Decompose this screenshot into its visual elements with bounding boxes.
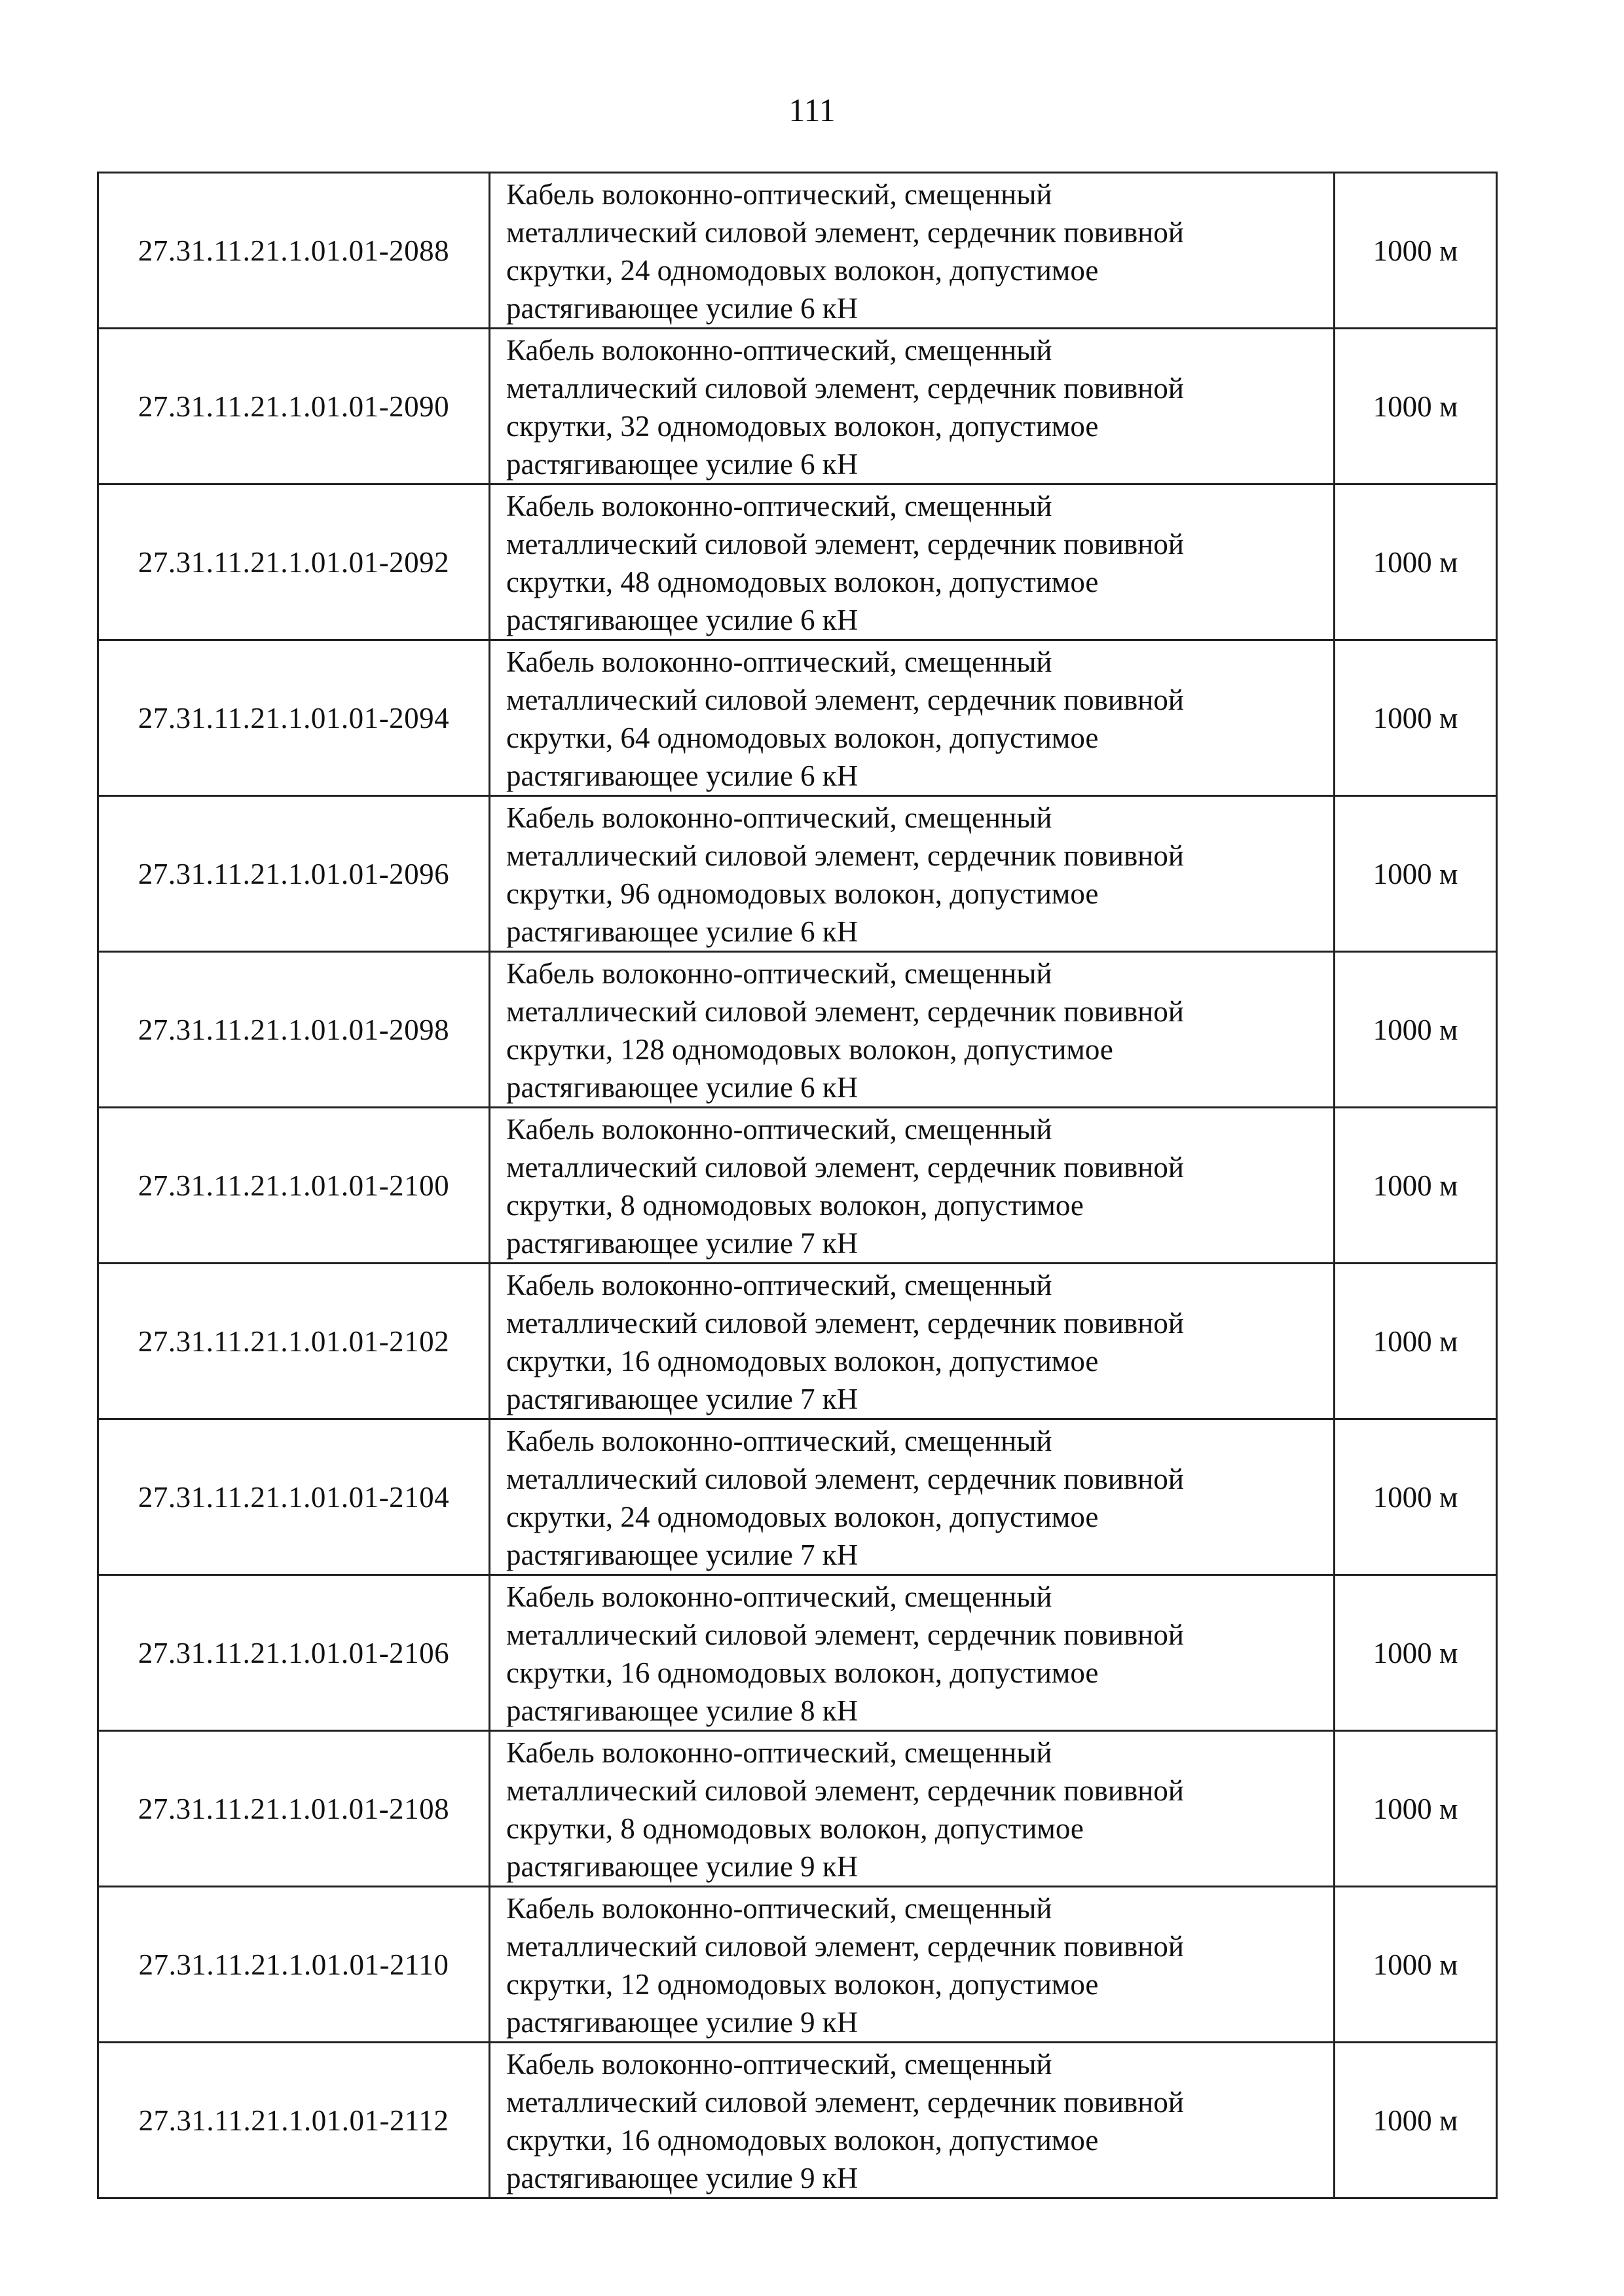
description-line: Кабель волоконно-оптический, смещенный [506, 1736, 1052, 1769]
description-line: скрутки, 16 одномодовых волокон, допустимое [506, 2124, 1099, 2157]
description-line: растягивающее усилие 6 кН [506, 1071, 858, 1104]
description-line: металлический силовой элемент, сердечник повивной [506, 839, 1184, 872]
description-line: растягивающее усилие 6 кН [506, 915, 858, 948]
resource-unit: 1000 м [1335, 1108, 1497, 1264]
description-line: растягивающее усилие 6 кН [506, 759, 858, 792]
resource-description [490, 2043, 1335, 2198]
resource-unit: 1000 м [1335, 1887, 1497, 2043]
description-line: Кабель волоконно-оптический, смещенный [506, 178, 1052, 211]
resource-unit: 1000 м [1335, 2043, 1497, 2198]
resource-unit: 1000 м [1335, 484, 1497, 640]
resource-code: 27.31.11.21.1.01.01-2102 [98, 1264, 490, 1419]
resource-unit: 1000 м [1335, 1575, 1497, 1731]
table-row [98, 173, 1497, 329]
description-line: металлический силовой элемент, сердечник повивной [506, 1463, 1184, 1495]
resource-description [490, 173, 1335, 329]
resource-unit: 1000 м [1335, 1264, 1497, 1419]
page-number: 111 [788, 92, 836, 128]
description-line: Кабель волоконно-оптический, смещенный [506, 1269, 1052, 1302]
description-line: скрутки, 12 одномодовых волокон, допустимое [506, 1968, 1099, 2001]
resource-code: 27.31.11.21.1.01.01-2104 [98, 1419, 490, 1575]
resource-table-body [98, 173, 1497, 2198]
description-line: металлический силовой элемент, сердечник повивной [506, 2086, 1184, 2119]
description-line: Кабель волоконно-оптический, смещенный [506, 334, 1052, 367]
resource-description [490, 1575, 1335, 1731]
resource-code: 27.31.11.21.1.01.01-2106 [98, 1575, 490, 1731]
description-line: растягивающее усилие 7 кН [506, 1227, 858, 1260]
resource-description [490, 1108, 1335, 1264]
table-row [98, 1575, 1497, 1731]
resource-description [490, 1887, 1335, 2043]
resource-description [490, 1731, 1335, 1887]
description-line: скрутки, 32 одномодовых волокон, допустимое [506, 410, 1099, 443]
table-row [98, 2043, 1497, 2198]
resource-unit: 1000 м [1335, 173, 1497, 329]
resource-description [490, 1264, 1335, 1419]
table-row [98, 329, 1497, 484]
resource-description [490, 952, 1335, 1108]
table-row [98, 484, 1497, 640]
description-line: растягивающее усилие 9 кН [506, 2162, 858, 2195]
description-line: скрутки, 16 одномодовых волокон, допустимое [506, 1656, 1099, 1689]
description-line: металлический силовой элемент, сердечник повивной [506, 1307, 1184, 1339]
description-line: металлический силовой элемент, сердечник повивной [506, 216, 1184, 249]
description-line: Кабель волоконно-оптический, смещенный [506, 1580, 1052, 1613]
description-line: Кабель волоконно-оптический, смещенный [506, 2048, 1052, 2081]
resource-unit: 1000 м [1335, 329, 1497, 484]
description-line: растягивающее усилие 9 кН [506, 2006, 858, 2039]
resource-description [490, 484, 1335, 640]
resource-description [490, 1419, 1335, 1575]
description-line: растягивающее усилие 7 кН [506, 1383, 858, 1415]
resource-unit: 1000 м [1335, 640, 1497, 796]
description-line: скрутки, 8 одномодовых волокон, допустимое [506, 1812, 1084, 1845]
resource-code: 27.31.11.21.1.01.01-2110 [98, 1887, 490, 2043]
description-line: скрутки, 128 одномодовых волокон, допустимое [506, 1033, 1113, 1066]
description-line: скрутки, 96 одномодовых волокон, допустимое [506, 877, 1099, 910]
description-line: металлический силовой элемент, сердечник повивной [506, 683, 1184, 716]
resource-unit: 1000 м [1335, 952, 1497, 1108]
description-line: скрутки, 8 одномодовых волокон, допустимое [506, 1189, 1084, 1222]
description-line: растягивающее усилие 6 кН [506, 604, 858, 636]
description-line: металлический силовой элемент, сердечник повивной [506, 1930, 1184, 1963]
resource-description [490, 640, 1335, 796]
table-row [98, 1419, 1497, 1575]
resource-code: 27.31.11.21.1.01.01-2112 [98, 2043, 490, 2198]
description-line: растягивающее усилие 6 кН [506, 448, 858, 481]
description-line: металлический силовой элемент, сердечник повивной [506, 995, 1184, 1028]
description-line: металлический силовой элемент, сердечник повивной [506, 528, 1184, 560]
table-row [98, 1108, 1497, 1264]
resource-code: 27.31.11.21.1.01.01-2098 [98, 952, 490, 1108]
description-line: металлический силовой элемент, сердечник повивной [506, 1618, 1184, 1651]
description-line: Кабель волоконно-оптический, смещенный [506, 1892, 1052, 1925]
description-line: скрутки, 24 одномодовых волокон, допустимое [506, 254, 1099, 287]
description-line: скрутки, 64 одномодовых волокон, допустимое [506, 721, 1099, 754]
resource-table [97, 172, 1498, 2199]
description-line: растягивающее усилие 9 кН [506, 1850, 858, 1883]
resource-code: 27.31.11.21.1.01.01-2092 [98, 484, 490, 640]
description-line: Кабель волоконно-оптический, смещенный [506, 646, 1052, 678]
table-row [98, 1731, 1497, 1887]
resource-description [490, 329, 1335, 484]
description-line: скрутки, 24 одномодовых волокон, допустимое [506, 1501, 1099, 1533]
description-line: Кабель волоконно-оптический, смещенный [506, 1425, 1052, 1457]
description-line: Кабель волоконно-оптический, смещенный [506, 1113, 1052, 1146]
table-row [98, 796, 1497, 952]
description-line: металлический силовой элемент, сердечник повивной [506, 1151, 1184, 1184]
resource-code: 27.31.11.21.1.01.01-2100 [98, 1108, 490, 1264]
description-line: скрутки, 48 одномодовых волокон, допустимое [506, 566, 1099, 598]
resource-code: 27.31.11.21.1.01.01-2094 [98, 640, 490, 796]
description-line: растягивающее усилие 7 кН [506, 1539, 858, 1571]
description-line: растягивающее усилие 8 кН [506, 1694, 858, 1727]
table-row [98, 952, 1497, 1108]
description-line: металлический силовой элемент, сердечник повивной [506, 372, 1184, 405]
resource-unit: 1000 м [1335, 1731, 1497, 1887]
table-row [98, 1887, 1497, 2043]
description-line: Кабель волоконно-оптический, смещенный [506, 957, 1052, 990]
description-line: металлический силовой элемент, сердечник повивной [506, 1774, 1184, 1807]
resource-unit: 1000 м [1335, 1419, 1497, 1575]
description-line: Кабель волоконно-оптический, смещенный [506, 490, 1052, 522]
resource-code: 27.31.11.21.1.01.01-2108 [98, 1731, 490, 1887]
description-line: скрутки, 16 одномодовых волокон, допустимое [506, 1345, 1099, 1377]
resource-code: 27.31.11.21.1.01.01-2096 [98, 796, 490, 952]
resource-code: 27.31.11.21.1.01.01-2090 [98, 329, 490, 484]
resource-unit: 1000 м [1335, 796, 1497, 952]
table-row [98, 640, 1497, 796]
table-row [98, 1264, 1497, 1419]
resource-description [490, 796, 1335, 952]
description-line: растягивающее усилие 6 кН [506, 292, 858, 325]
description-line: Кабель волоконно-оптический, смещенный [506, 801, 1052, 834]
resource-code: 27.31.11.21.1.01.01-2088 [98, 173, 490, 329]
